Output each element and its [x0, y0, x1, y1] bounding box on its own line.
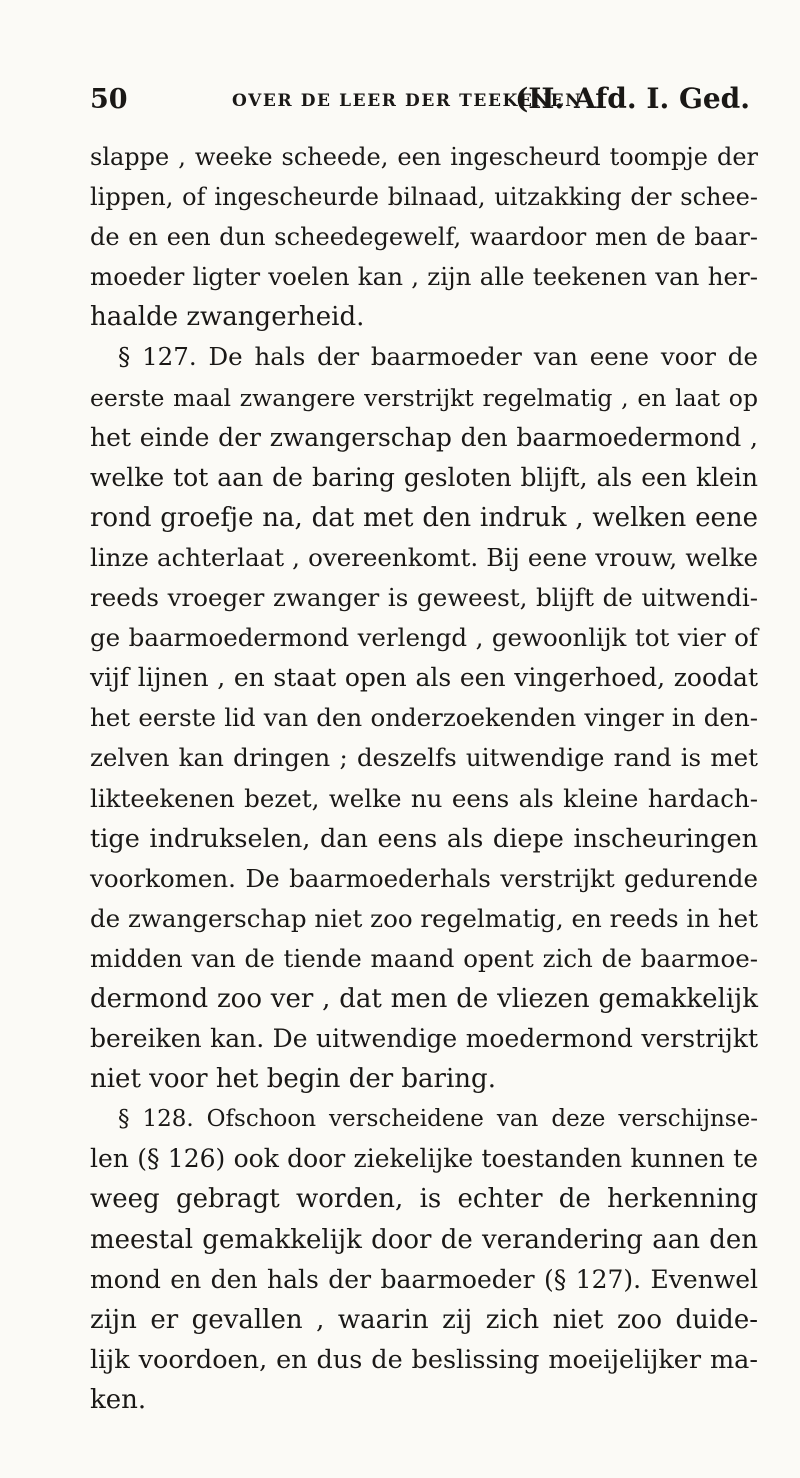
text-line: welke tot aan de baring gesloten blijft, als een klein: [90, 462, 758, 492]
text-line: de zwangerschap niet zoo regelmatig, en reeds in het: [90, 903, 758, 933]
paragraph-1: [90, 137, 758, 337]
body-text: [90, 137, 758, 1420]
text-line: niet voor het begin der baring.: [90, 1064, 496, 1095]
text-line: voorkomen. De baarmoederhals verstrijkt gedurende: [90, 863, 758, 893]
page-number: 50: [90, 84, 128, 115]
page-header: [90, 82, 750, 122]
text-line: lijk voordoen, en dus de beslissing moeijelijker ma-: [90, 1344, 758, 1375]
text-line: reeds vroeger zwanger is geweest, blijft de uitwendi-: [90, 583, 758, 613]
text-line: het eerste lid van den onderzoekenden vinger in den-: [90, 703, 758, 733]
text-line: slappe , weeke scheede, een ingescheurd toompje der: [90, 143, 758, 171]
text-line: rond groefje na, dat met den indruk , welken eene: [90, 502, 758, 533]
text-line: tige indrukselen, dan eens als diepe inscheuringen: [90, 823, 758, 854]
text-line: eerste maal zwangere verstrijkt regelmatig , en laat op: [90, 383, 758, 412]
text-line: mond en den hals der baarmoeder (§ 127). Evenwel: [90, 1264, 758, 1294]
text-line: likteekenen bezet, welke nu eens als kleine hardach-: [90, 783, 758, 813]
paragraph-section-127: [90, 337, 758, 1099]
text-line: moeder ligter voelen kan , zijn alle teekenen van her-: [90, 262, 758, 292]
text-line: § 128. Ofschoon verscheidene van deze verschijnse-: [118, 1106, 758, 1133]
text-line: meestal gemakkelijk door de verandering aan den: [90, 1224, 758, 1255]
text-line: zelven kan dringen ; deszelfs uitwendige rand is met: [90, 743, 758, 773]
text-line: midden van de tiende maand opent zich de baarmoe-: [90, 943, 758, 973]
section-reference: (II. Afd. I. Ged.: [515, 82, 750, 115]
text-line: het einde der zwangerschap den baarmoedermond ,: [90, 422, 758, 452]
text-line: vijf lijnen , en staat open als een vingerhoed, zoodat: [90, 663, 758, 693]
text-line: ge baarmoedermond verlengd , gewoonlijk tot vier of: [90, 623, 758, 653]
text-line: len (§ 126) ook door ziekelijke toestanden kunnen te: [90, 1144, 758, 1174]
text-line: de en een dun scheedegewelf, waardoor men de baar-: [90, 223, 758, 252]
text-line: zijn er gevallen , waarin zij zich niet zoo duide-: [90, 1304, 758, 1335]
text-line: ken.: [90, 1384, 147, 1415]
paragraph-section-128: [90, 1099, 758, 1420]
text-line: dermond zoo ver , dat men de vliezen gemakkelijk: [90, 983, 758, 1014]
text-line: § 127. De hals der baarmoeder van eene voor de: [118, 342, 758, 372]
text-line: weeg gebragt worden, is echter de herkenning: [90, 1184, 758, 1215]
text-line: haalde zwangerheid.: [90, 302, 365, 333]
running-title: OVER DE LEER DER TEEKENEN: [232, 91, 583, 111]
text-line: bereiken kan. De uitwendige moedermond verstrijkt: [90, 1024, 758, 1054]
text-line: linze achterlaat , overeenkomt. Bij eene vrouw, welke: [90, 542, 758, 572]
text-line: lippen, of ingescheurde bilnaad, uitzakking der schee-: [90, 183, 758, 212]
